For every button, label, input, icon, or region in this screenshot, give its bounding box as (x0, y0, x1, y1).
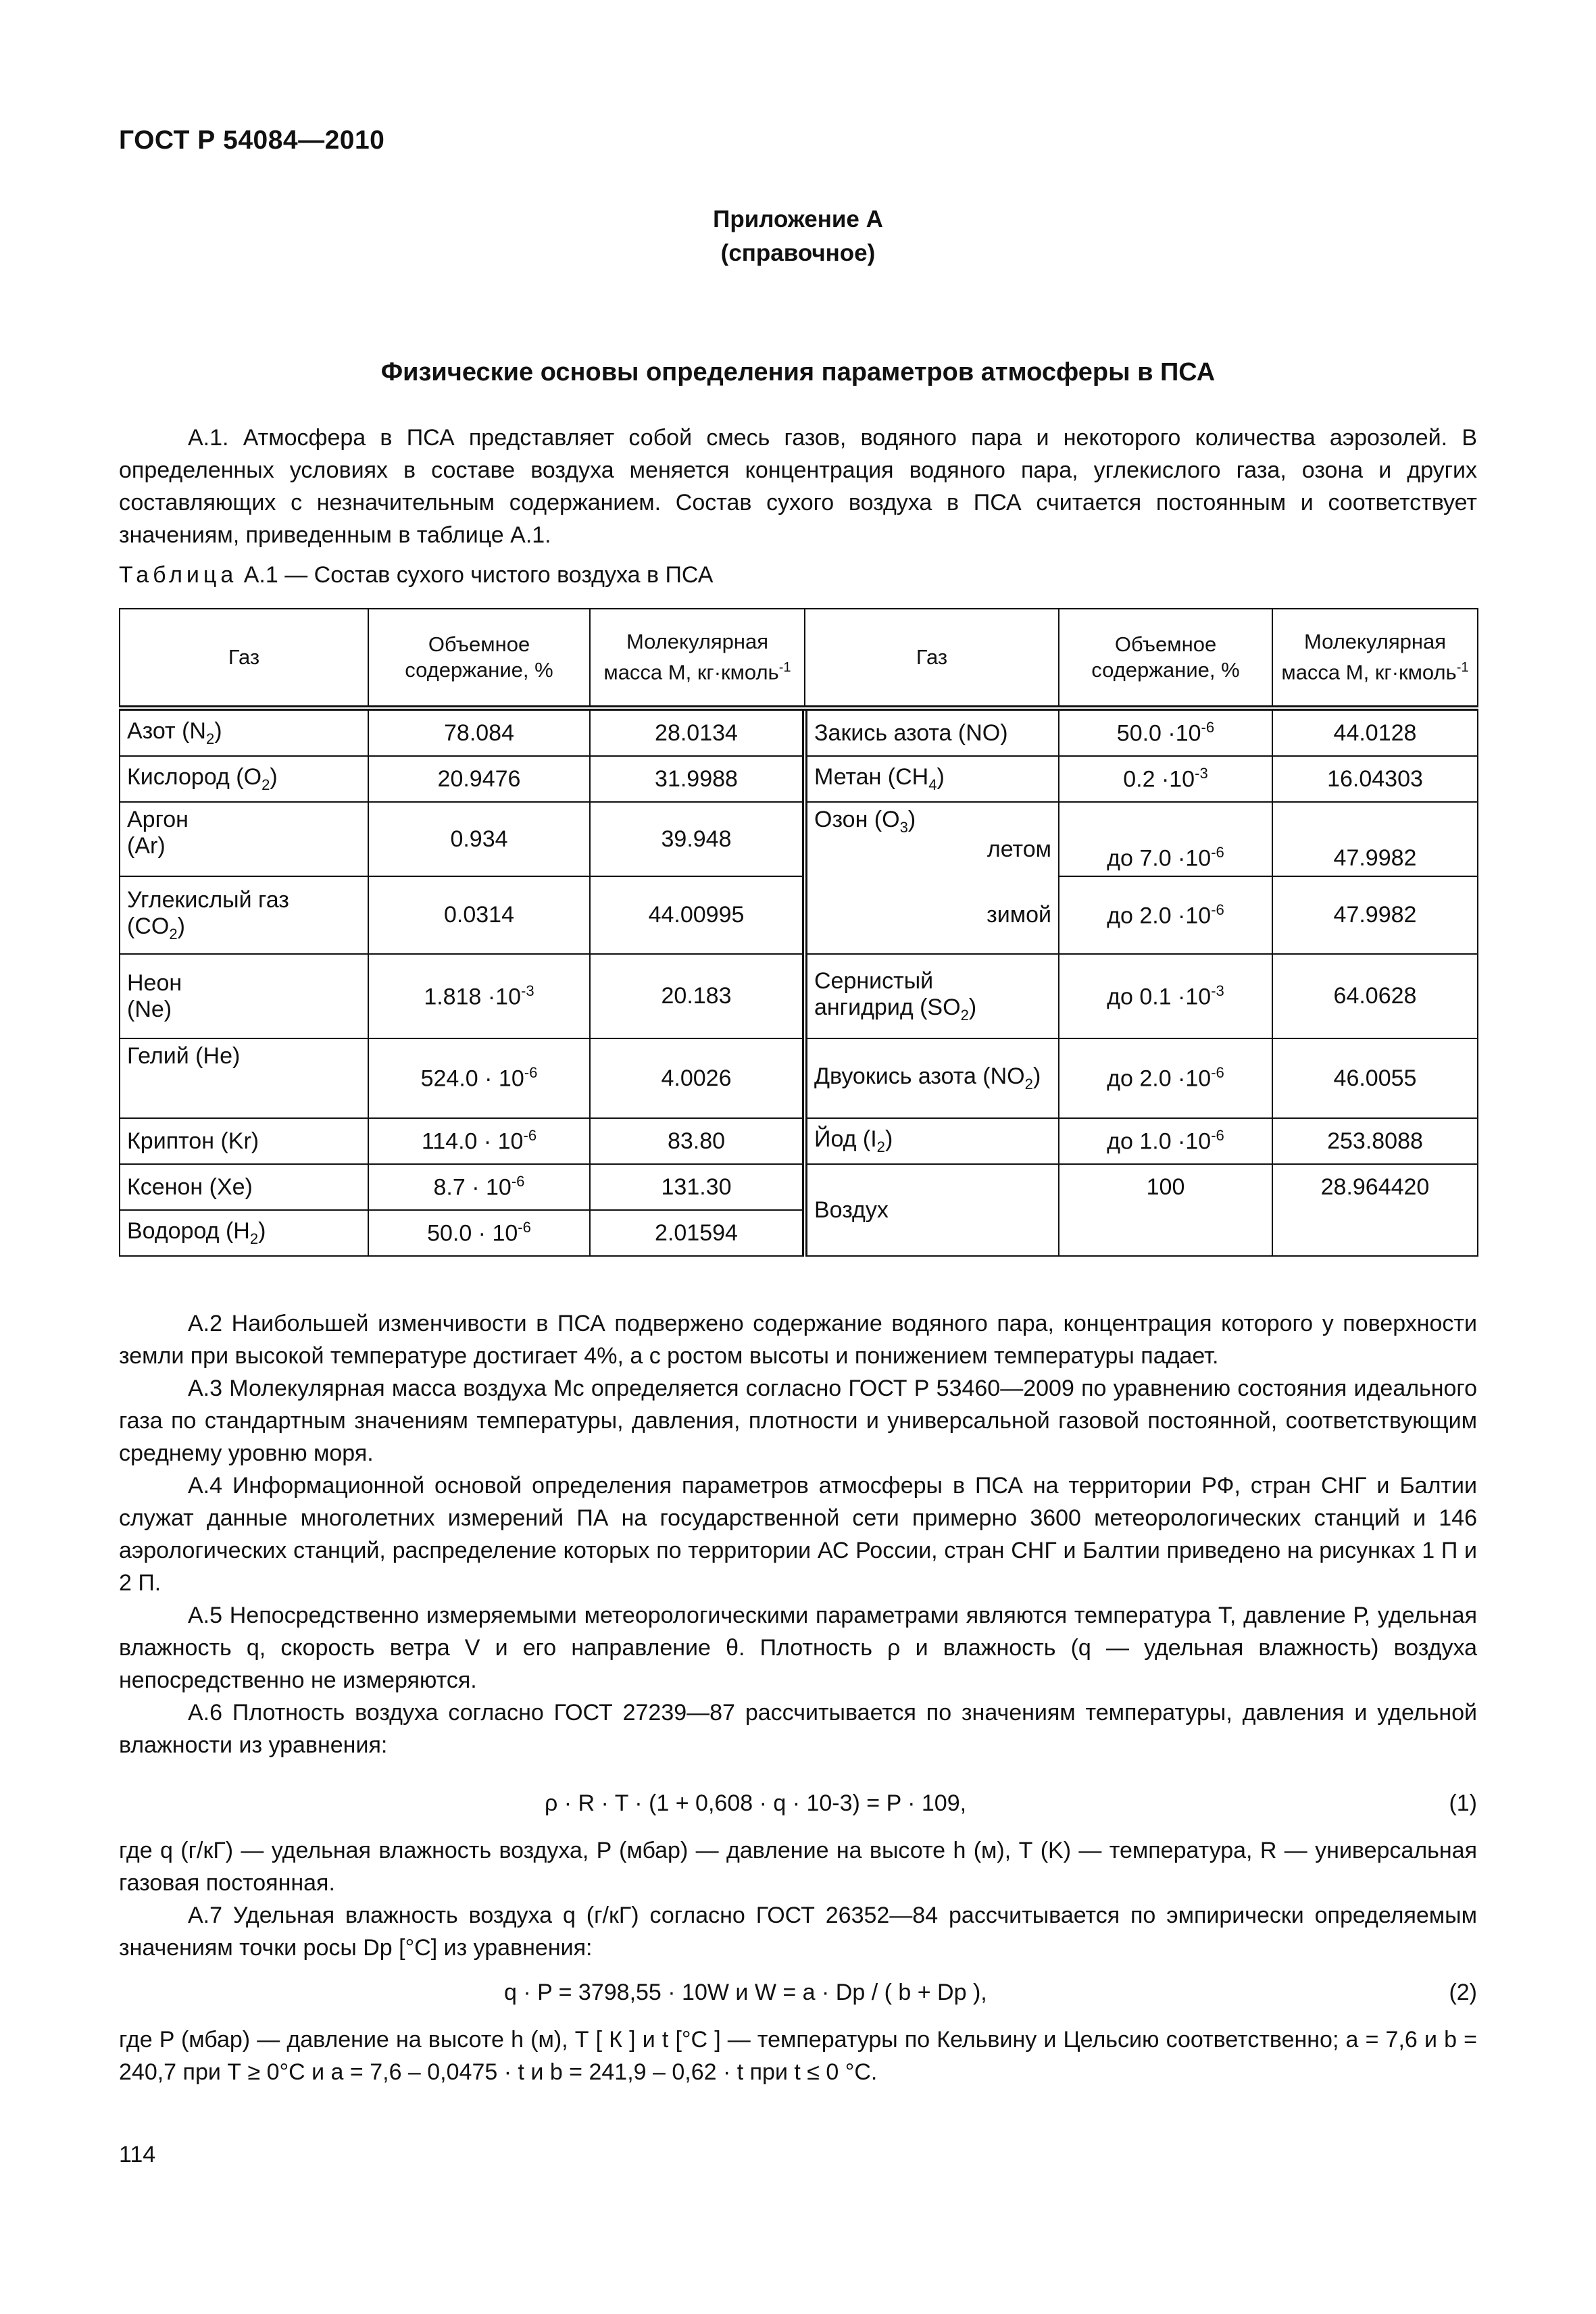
page-number: 114 (119, 2142, 156, 2167)
paragraph-a7: А.7 Удельная влажность воздуха q (г/кГ) согласно ГОСТ 26352—84 рассчитывается по эмпирически определяемым значениям точки росы Dp [°C] из уравнения: (119, 1903, 1477, 1961)
header-volume-2: Объемное содержание, % (1059, 609, 1272, 708)
annex-title: Физические основы определения параметров атмосферы в ПСА (380, 358, 1216, 386)
table-row: Аргон (Ar) 0.934 39.948 Озон $(O_3)$ летом до $7.0 \cdot 10^{-6}$ 47.9982 (120, 802, 1478, 876)
annex-type: (справочное) (720, 240, 876, 266)
header-mass: Молекулярная масса М, кг·кмоль$^{-1}$ (590, 609, 805, 708)
paragraph-after-formula-1: где q (г/кГ) — удельная влажность воздуха, P (мбар) — давление на высоте h (м), Т (K) — температура, R — универсальная газовая постоянная. А.7 Удельная влажность воздуха q (г/кГ) согласно ГОСТ 26352—84 рассчитывается по эмпирически определяемым значениям точки росы Dp [°C] из уравнения: (119, 1834, 1477, 1964)
header-mass-2: Молекулярная масса М, кг·кмоль$^{-1}$ (1272, 609, 1478, 708)
table-row: Ксенон (Xe) $8.7 \cdot 10^{-6}$ 131.30 Воздух 100 28.964420 (120, 1164, 1478, 1210)
formula-1-number: (1) (1449, 1790, 1477, 1816)
gas-composition-table (119, 608, 1478, 1257)
table-row: Неон (Ne) $1.818 \cdot 10^{-3}$ 20.183 Сернистый ангидрид $(SO_2)$ до $0.1 \cdot 10^{-3}$ 64.0628 (120, 954, 1478, 1038)
table-caption: Таблица А.1 — Состав сухого чистого воздуха в ПСА (119, 562, 714, 588)
paragraph-a5: А.5 Непосредственно измеряемыми метеорологическими параметрами являются температура Т, давление Р, удельная влажность q, скорость ветра V и его направление θ. Плотность ρ и влажность (q — удельная влажность) воздуха непосредственно не измеряются. (119, 1603, 1477, 1693)
annex-heading (0, 203, 1596, 270)
formula-2-expression: q · P = 3798,55 · 10W и W = a · Dp / ( b + Dp ), (504, 1980, 987, 2005)
paragraph-a1: А.1. Атмосфера в ПСА представляет собой смесь газов, водяного пара и некоторого количества аэрозолей. В определенных условиях в составе воздуха меняется концентрация водяного пара, углекислого газа, озона и других составляющих с незначительным содержанием. Состав сухого воздуха в ПСА считается постоянным и соответствует значениям, приведенным в таблице А.1. (119, 425, 1477, 548)
paragraph-a6: А.6 Плотность воздуха согласно ГОСТ 27239—87 рассчитывается по значениям температуры, давления и удельной влажности из уравнения: (119, 1700, 1477, 1758)
annex-label: Приложение А (713, 206, 883, 232)
paragraph-a3: А.3 Молекулярная масса воздуха Мс определяется согласно ГОСТ Р 53460—2009 по уравнению состояния идеального газа по стандартным значениям температуры, давления, плотности и универсальной газовой постоянной, соответствующим среднему уровню моря. (119, 1376, 1477, 1466)
header-volume: Объемное содержание, % (368, 609, 590, 708)
table-row: Углекислый газ $(CO_2)$ 0.0314 44.00995 зимой до $2.0 \cdot 10^{-6}$ 47.9982 (120, 876, 1478, 954)
document-header: ГОСТ Р 54084—2010 (119, 126, 385, 155)
table-row: Криптон (Kr) $114.0 \cdot 10^{-6}$ 83.80 Йод $(I_2)$ до $1.0 \cdot 10^{-6}$ 253.8088 (120, 1118, 1478, 1164)
table-row: Водород $(H_2)$ $50.0 \cdot 10^{-6}$ 2.01594 (120, 1210, 1478, 1256)
table-row: Азот $(N_2)$ 78.084 28.0134 Закись азота (NO) $50.0 \cdot 10^{-6}$ 44.0128 (120, 708, 1478, 756)
formula-2-number: (2) (1449, 1980, 1477, 2005)
paragraph-a2: А.2 Наибольшей изменчивости в ПСА подвержено содержание водяного пара, концентрация которого у поверхности земли при высокой температуре достигает 4%, а с ростом высоты и понижением температуры падает. (119, 1311, 1477, 1369)
paragraph-after-formula-2: где P (мбар) — давление на высоте h (м), Т [ К ] и t [°C ] — температуры по Кельвину и Цельсию соответственно; a = 7,6 и b = 240,7 при Т ≥ 0°С и а = 7,6 – 0,0475 · t и b = 241,9 – 0,62 · t при t ≤ 0 °С. (119, 2027, 1477, 2085)
header-gas: Газ (120, 609, 368, 708)
paragraphs-block (119, 1307, 1477, 1761)
header-gas-2: Газ (805, 609, 1059, 708)
paragraph-a4: А.4 Информационной основой определения параметров атмосферы в ПСА на территории РФ, стран СНГ и Балтии служат данные многолетних измерений ПА на государственной сети примерно 3600 метеорологических станций и 146 аэрологических станций, распределение которых по территории АС России, стран СНГ и Балтии приведено на рисунках 1 П и 2 П. (119, 1473, 1477, 1596)
formula-1-expression: ρ · R · T · (1 + 0,608 · q · 10-3) = P · 109, (545, 1790, 967, 1816)
table-row: Кислород $(O_2)$ 20.9476 31.9988 Метан $(CH_4)$ $0.2 \cdot 10^{-3}$ 16.04303 (120, 756, 1478, 802)
table-row: Гелий (He) $524.0 \cdot 10^{-6}$ 4.0026 Двуокись азота $(NO_2)$ до $2.0 \cdot 10^{-6}$ 46.0055 (120, 1038, 1478, 1118)
